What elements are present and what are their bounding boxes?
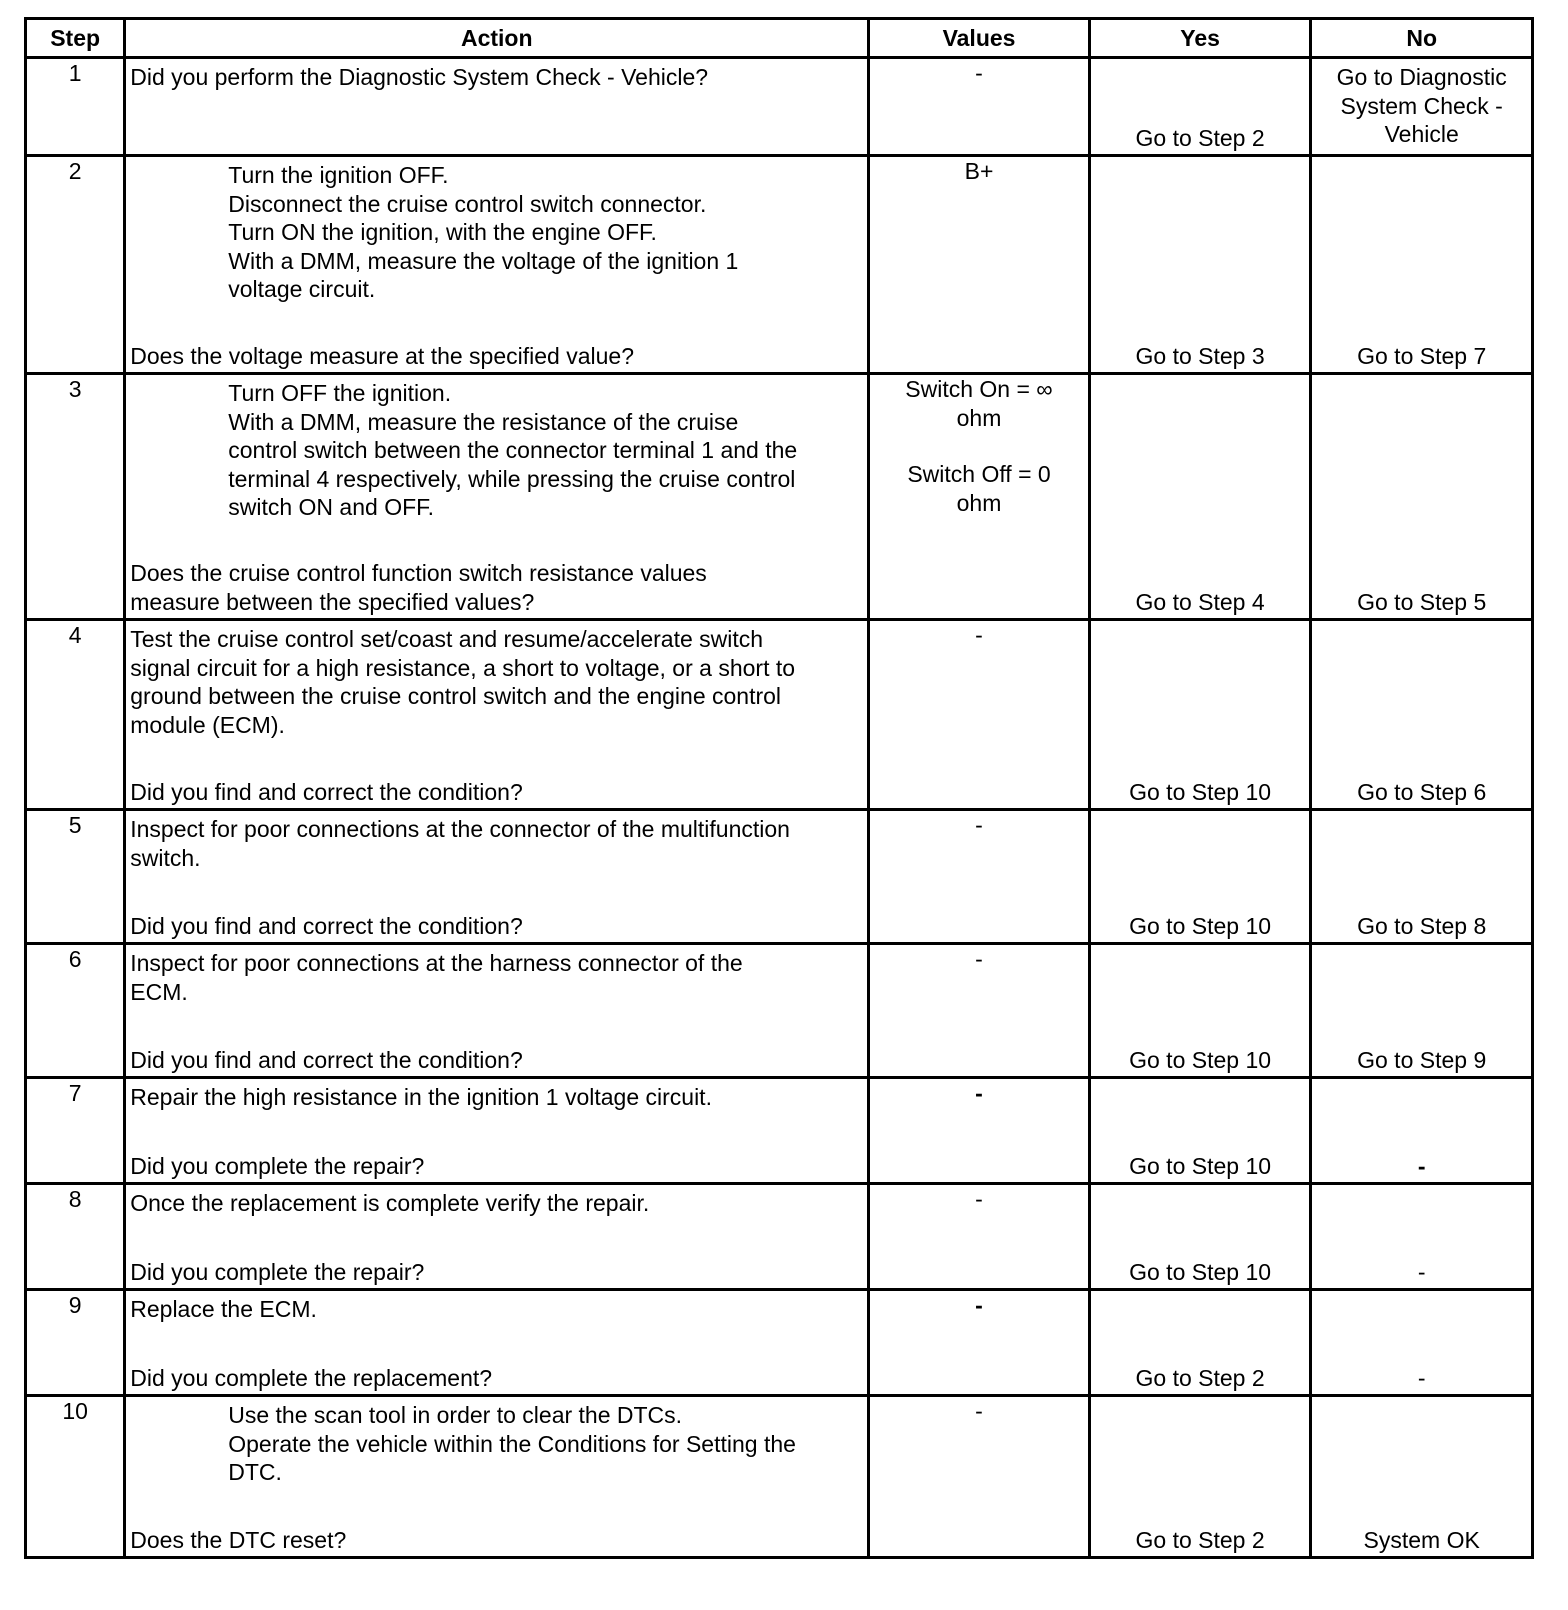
step-number: 4 [26,620,125,810]
header-step: Step [26,19,125,58]
values-cell [869,944,1090,1078]
action-cell [125,620,869,810]
action-question: Did you find and correct the condition? [130,1046,523,1073]
action-text: ground between the cruise control switch and the engine control [130,683,782,709]
no-cell [1311,58,1533,156]
values-cell [869,810,1090,944]
no-result: System OK [1363,1526,1480,1553]
no-cell [1311,944,1533,1078]
values-cell [869,1184,1090,1290]
values-cell [869,156,1090,374]
no-result-line: Vehicle [1384,121,1459,147]
step-number: 6 [26,944,125,1078]
value-text: B+ [964,158,994,184]
action-cell [125,374,869,620]
table-row [26,944,1533,1078]
table-row [26,374,1533,620]
yes-result: Go to Step 10 [1129,1258,1272,1285]
step-number: 8 [26,1184,125,1290]
action-text: Turn OFF the ignition. [228,380,452,406]
action-text: With a DMM, measure the resistance of the cruise [228,408,739,435]
yes-cell [1089,1396,1311,1558]
yes-result: Go to Step 4 [1135,588,1265,615]
action-question: Did you complete the repair? [130,1258,425,1285]
action-question: Does the voltage measure at the specified value? [130,342,635,369]
action-text: Test the cruise control set/coast and resume/accelerate switch [130,626,764,652]
table-row [26,810,1533,944]
value-text: - [975,946,983,972]
no-result: - [1417,1152,1426,1179]
no-result: Go to Step 8 [1357,912,1487,939]
no-result: - [1417,1364,1426,1391]
no-cell [1311,374,1533,620]
action-text: module (ECM). [130,711,285,738]
yes-cell [1089,156,1311,374]
no-cell [1311,1184,1533,1290]
action-text: terminal 4 respectively, while pressing the cruise control [228,465,796,492]
yes-cell [1089,58,1311,156]
yes-result: Go to Step 10 [1129,912,1272,939]
no-cell [1311,156,1533,374]
action-cell [125,1290,869,1396]
yes-cell [1089,810,1311,944]
step-number: 3 [26,374,125,620]
action-text: Turn the ignition OFF. [228,162,449,188]
value-text: Switch On = ∞ [905,376,1053,402]
no-result: Go to Step 5 [1357,588,1487,615]
yes-cell [1089,374,1311,620]
yes-result: Go to Step 10 [1129,778,1272,805]
action-question-line: measure between the specified values? [130,588,535,615]
action-cell [125,156,869,374]
value-text: - [975,1186,983,1212]
action-text: Disconnect the cruise control switch connector. [228,190,707,217]
yes-cell [1089,1078,1311,1184]
values-cell [869,620,1090,810]
step-number: 10 [26,1396,125,1558]
table-row [26,58,1533,156]
step-number: 5 [26,810,125,944]
action-cell [125,1396,869,1558]
yes-result: Go to Step 10 [1129,1152,1272,1179]
no-cell [1311,810,1533,944]
action-text: switch. [130,844,201,871]
action-text: Inspect for poor connections at the harness connector of the [130,950,743,976]
value-text: ohm [956,404,1002,431]
no-result: Go to Step 6 [1357,778,1487,805]
action-question: Did you find and correct the condition? [130,778,523,805]
table-row [26,1290,1533,1396]
action-question: Did you find and correct the condition? [130,912,523,939]
yes-result: Go to Step 2 [1135,1364,1265,1391]
no-result-line: System Check - [1340,92,1503,119]
values-cell [869,58,1090,156]
header-values: Values [869,19,1090,58]
action-text: ECM. [130,978,188,1005]
no-cell [1311,1290,1533,1396]
action-cell [125,1078,869,1184]
action-text: Turn ON the ignition, with the engine OFF. [228,219,657,245]
value-text: - [975,1292,983,1318]
action-cell [125,1184,869,1290]
diagnostic-table [24,17,1534,1559]
value-text: - [975,60,983,86]
step-number: 2 [26,156,125,374]
action-question: Did you complete the repair? [130,1152,425,1179]
yes-result: Go to Step 10 [1129,1046,1272,1073]
no-cell [1311,620,1533,810]
action-question [130,559,861,616]
step-number: 9 [26,1290,125,1396]
header-action: Action [125,19,869,58]
table-row [26,620,1533,810]
yes-cell [1089,1184,1311,1290]
action-cell [125,58,869,156]
no-result: Go to Step 7 [1357,342,1487,369]
yes-cell [1089,944,1311,1078]
header-no: No [1311,19,1533,58]
action-text: Repair the high resistance in the ignition 1 voltage circuit. [130,1084,712,1110]
table-row [26,1396,1533,1558]
action-question: Did you complete the replacement? [130,1364,493,1391]
no-result-line: Go to Diagnostic [1336,64,1507,90]
value-text: - [975,622,983,648]
values-cell [869,1078,1090,1184]
value-text: - [975,1398,983,1424]
yes-result: Go to Step 2 [1135,1526,1265,1553]
no-cell [1311,1078,1533,1184]
no-cell [1311,1396,1533,1558]
table-row [26,156,1533,374]
header-row [26,19,1533,58]
action-cell [125,810,869,944]
yes-cell [1089,620,1311,810]
action-text: voltage circuit. [228,276,376,302]
yes-cell [1089,1290,1311,1396]
action-text: signal circuit for a high resistance, a short to voltage, or a short to [130,654,796,681]
no-result: Go to Step 9 [1357,1046,1487,1073]
value-text: - [975,812,983,838]
action-question-line: Does the cruise control function switch resistance values [130,560,707,586]
value-text: Switch Off = 0 [907,461,1051,487]
action-cell [125,944,869,1078]
values-cell [869,1290,1090,1396]
action-text: control switch between the connector terminal 1 and the [228,437,798,463]
action-text: Once the replacement is complete verify the repair. [130,1190,650,1216]
step-number: 1 [26,58,125,156]
value-text: - [975,1080,983,1106]
action-text: Did you perform the Diagnostic System Check - Vehicle? [130,64,709,90]
values-cell [869,374,1090,620]
action-text: Operate the vehicle within the Conditions for Setting the [228,1430,796,1457]
action-text: switch ON and OFF. [228,494,435,520]
action-question: Does the DTC reset? [130,1526,347,1553]
table-row [26,1078,1533,1184]
yes-result: Go to Step 2 [1135,124,1265,151]
table-row [26,1184,1533,1290]
no-result: - [1417,1258,1426,1285]
step-number: 7 [26,1078,125,1184]
yes-result: Go to Step 3 [1135,342,1265,369]
action-text: DTC. [228,1459,282,1485]
action-text: With a DMM, measure the voltage of the ignition 1 [228,247,739,274]
action-text: Replace the ECM. [130,1296,317,1322]
value-text: ohm [956,489,1002,516]
action-text: Inspect for poor connections at the connector of the multifunction [130,816,790,842]
action-text: Use the scan tool in order to clear the DTCs. [228,1402,683,1428]
values-cell [869,1396,1090,1558]
header-yes: Yes [1089,19,1311,58]
value-spacer [870,432,1088,460]
